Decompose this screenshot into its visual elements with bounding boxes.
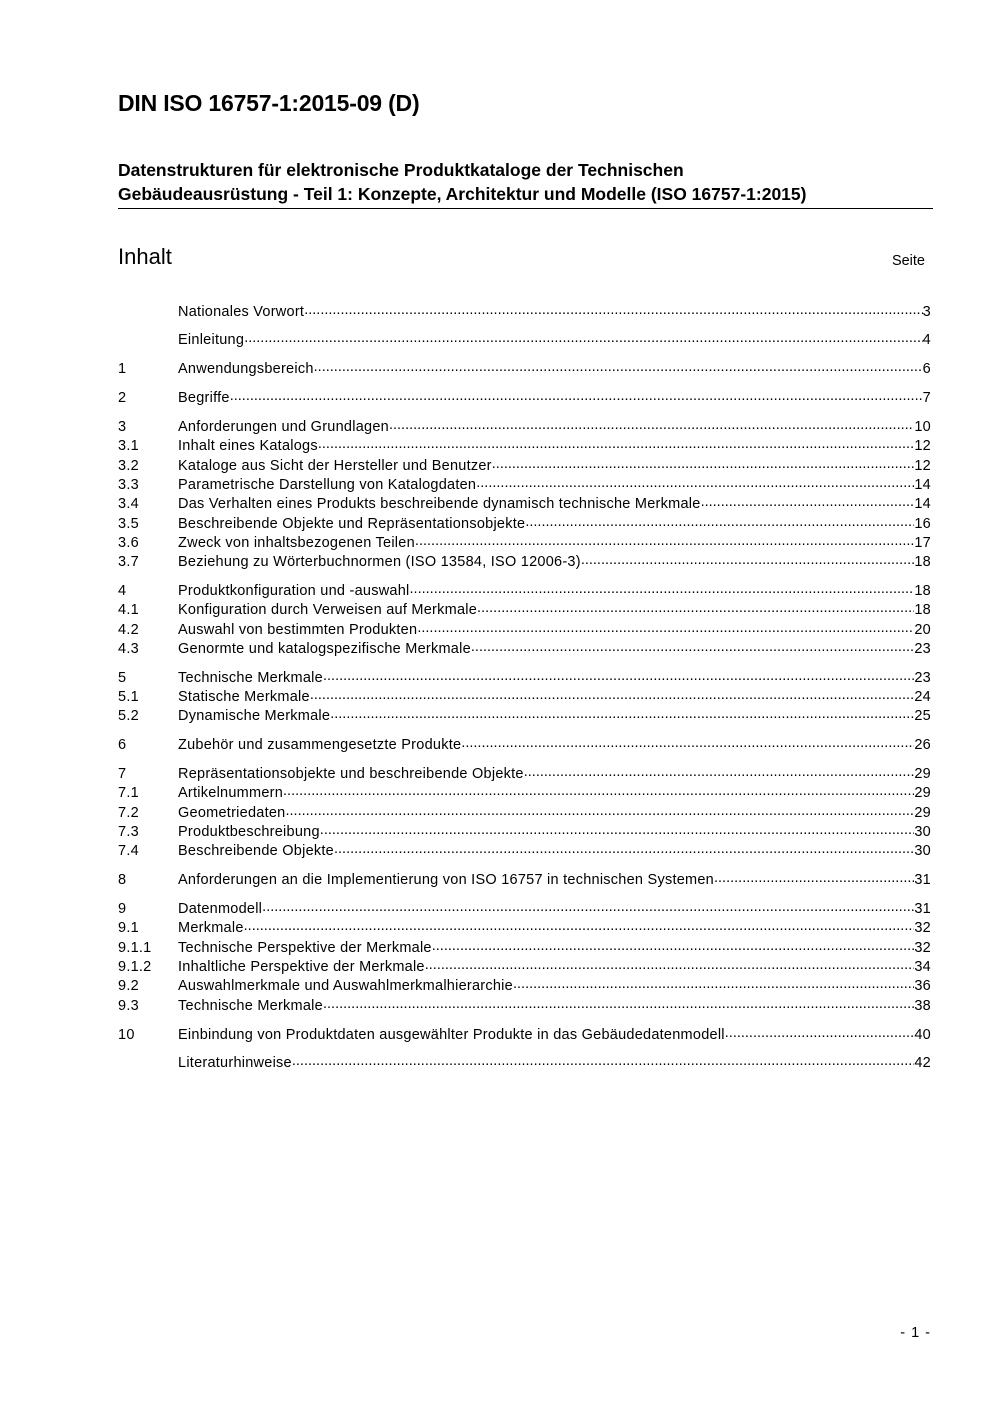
- toc-dot-leader: [410, 581, 915, 596]
- toc-entry-number: 7: [118, 766, 127, 783]
- toc-entry-number: 9.2: [118, 978, 139, 995]
- toc-entry-title: Anforderungen und Grundlagen: [178, 419, 389, 436]
- document-title-line-1: Datenstrukturen für elektronische Produktkataloge der Technischen: [118, 160, 684, 180]
- toc-entry-number: 3.3: [118, 476, 139, 493]
- toc-entry-title: Beziehung zu Wörterbuchnormen (ISO 13584, ISO 12006-3): [178, 554, 581, 571]
- toc-entry-title: Produktbeschreibung: [178, 824, 320, 841]
- toc-entry[interactable]: [118, 638, 931, 657]
- toc-entry-page: 14: [914, 476, 931, 493]
- toc-entry[interactable]: [118, 870, 931, 889]
- toc-entry-page: 38: [914, 997, 931, 1014]
- toc-dot-leader: [581, 552, 915, 567]
- toc-dot-leader: [714, 870, 914, 885]
- toc-entry-number: 5: [118, 669, 127, 686]
- toc-dot-leader: [524, 764, 915, 779]
- toc-entry-page: 4: [922, 332, 931, 349]
- toc-entry-page: 42: [914, 1055, 931, 1072]
- document-title-line-2: Gebäudeausrüstung - Teil 1: Konzepte, Architektur und Modelle (ISO 16757-1:2015): [118, 184, 807, 204]
- toc-entry[interactable]: [118, 783, 931, 802]
- toc-entry[interactable]: [118, 474, 931, 493]
- toc-entry-page: 29: [914, 804, 931, 821]
- toc-entry-page: 12: [914, 438, 931, 455]
- toc-dot-leader: [334, 841, 914, 856]
- toc-dot-leader: [492, 455, 915, 470]
- toc-entry-page: 18: [914, 602, 931, 619]
- toc-entry-page: 29: [914, 785, 931, 802]
- toc-entry-title: Auswahlmerkmale und Auswahlmerkmalhierarchie: [178, 978, 513, 995]
- toc-entry[interactable]: [118, 976, 931, 995]
- toc-dot-leader: [320, 822, 915, 837]
- toc-entry[interactable]: [118, 619, 931, 638]
- toc-entry-number: 7.2: [118, 804, 139, 821]
- toc-dot-leader: [525, 513, 914, 528]
- toc-entry-page: 31: [914, 901, 931, 918]
- toc-entry-title: Merkmale: [178, 920, 244, 937]
- toc-entry-title: Technische Perspektive der Merkmale: [178, 939, 432, 956]
- toc-entry[interactable]: [118, 764, 931, 783]
- toc-entry-number: 7.1: [118, 785, 139, 802]
- toc-entry-title: Artikelnummern: [178, 785, 284, 802]
- toc-entry-page: 26: [914, 737, 931, 754]
- toc-dot-leader: [461, 735, 914, 750]
- toc-dot-leader: [701, 494, 915, 509]
- toc-entry-number: 3: [118, 419, 127, 436]
- toc-entry-page: 30: [914, 824, 931, 841]
- document-title: [118, 158, 933, 209]
- toc-entry-title: Inhaltliche Perspektive der Merkmale: [178, 959, 425, 976]
- toc-entry-page: 25: [914, 708, 931, 725]
- toc-entry-number: 3.2: [118, 457, 139, 474]
- toc-entry[interactable]: [118, 494, 931, 513]
- toc-entry[interactable]: [118, 455, 931, 474]
- toc-entry-number: 6: [118, 737, 127, 754]
- toc-dot-leader: [285, 802, 914, 817]
- toc-entry-title: Einleitung: [178, 332, 245, 349]
- toc-entry[interactable]: [118, 436, 931, 455]
- toc-entry-title: Statische Merkmale: [178, 689, 310, 706]
- toc-entry[interactable]: [118, 687, 931, 706]
- toc-dot-leader: [292, 1053, 914, 1068]
- toc-entry-page: 24: [914, 689, 931, 706]
- toc-entry-number: 10: [118, 1026, 135, 1043]
- toc-entry[interactable]: [118, 937, 931, 956]
- toc-entry-page: 3: [922, 303, 931, 320]
- toc-entry-number: 3.5: [118, 515, 139, 532]
- toc-dot-leader: [310, 687, 915, 702]
- toc-entry[interactable]: [118, 957, 931, 976]
- toc-entry[interactable]: [118, 1053, 931, 1072]
- toc-entry-page: 16: [914, 515, 931, 532]
- toc-dot-leader: [244, 330, 922, 345]
- toc-entry-title: Zubehör und zusammengesetzte Produkte: [178, 737, 462, 754]
- toc-entry-title: Produktkonfiguration und -auswahl: [178, 583, 410, 600]
- toc-dot-leader: [432, 937, 915, 952]
- toc-entry[interactable]: [118, 513, 931, 532]
- toc-entry[interactable]: [118, 802, 931, 821]
- toc-entry-page: 18: [914, 554, 931, 571]
- toc-entry-title: Datenmodell: [178, 901, 263, 918]
- toc-entry-title: Das Verhalten eines Produkts beschreibende dynamisch technische Merkmale: [178, 496, 701, 513]
- toc-entry[interactable]: [118, 995, 931, 1014]
- toc-entry-title: Parametrische Darstellung von Katalogdaten: [178, 476, 477, 493]
- toc-dot-leader: [425, 957, 915, 972]
- toc-entry-page: 29: [914, 766, 931, 783]
- toc-entry-page: 23: [914, 669, 931, 686]
- toc-entry-number: 5.1: [118, 689, 139, 706]
- toc-dot-leader: [415, 532, 914, 547]
- toc-entry-page: 40: [914, 1026, 931, 1043]
- toc-entry-page: 17: [914, 534, 931, 551]
- toc-entry-number: 3.1: [118, 438, 139, 455]
- toc-entry-title: Beschreibende Objekte und Repräsentationsobjekte: [178, 515, 526, 532]
- toc-dot-leader: [417, 619, 914, 634]
- toc-entry-page: 6: [922, 361, 931, 378]
- toc-entry-page: 34: [914, 959, 931, 976]
- toc-entry[interactable]: [118, 706, 931, 725]
- toc-entry[interactable]: [118, 330, 931, 349]
- toc-dot-leader: [244, 918, 915, 933]
- toc-entry-number: 5.2: [118, 708, 139, 725]
- toc-entry-title: Anforderungen an die Implementierung von ISO 16757 in technischen Systemen: [178, 872, 714, 889]
- toc-entry-number: 4.2: [118, 621, 139, 638]
- toc-entry-number: 1: [118, 361, 127, 378]
- page-number: - 1 -: [900, 1325, 931, 1341]
- toc-entry[interactable]: [118, 581, 931, 600]
- toc-entry-page: 32: [914, 920, 931, 937]
- toc-entry-title: Inhalt eines Katalogs: [178, 438, 318, 455]
- toc-dot-leader: [477, 600, 914, 615]
- toc-dot-leader: [304, 301, 922, 316]
- toc-dot-leader: [389, 417, 914, 432]
- toc-dot-leader: [323, 995, 914, 1010]
- toc-entry-page: 23: [914, 640, 931, 657]
- toc-entry-number: 2: [118, 390, 127, 407]
- toc-page-column-label: Seite: [891, 253, 925, 269]
- toc-entry-number: 9.3: [118, 997, 139, 1014]
- toc-entry-title: Auswahl von bestimmten Produkten: [178, 621, 418, 638]
- toc-entry-number: 9.1.1: [118, 939, 152, 956]
- toc-entry-number: 3.6: [118, 534, 139, 551]
- toc-entry-number: 7.3: [118, 824, 139, 841]
- toc-entry-page: 18: [914, 583, 931, 600]
- toc-entry-page: 20: [914, 621, 931, 638]
- toc-entry-title: Begriffe: [178, 390, 230, 407]
- toc-entry[interactable]: [118, 301, 931, 320]
- toc-entry[interactable]: [118, 552, 931, 571]
- toc-entry-number: 9: [118, 901, 127, 918]
- toc-entry-page: 36: [914, 978, 931, 995]
- toc-entry-page: 14: [914, 496, 931, 513]
- toc-dot-leader: [318, 436, 914, 451]
- toc-entry-title: Anwendungsbereich: [178, 361, 314, 378]
- toc-entry-number: 3.7: [118, 554, 139, 571]
- toc-entry-title: Nationales Vorwort: [178, 303, 305, 320]
- toc-entry[interactable]: [118, 918, 931, 937]
- toc-entry-page: 31: [914, 872, 931, 889]
- toc-dot-leader: [513, 976, 914, 991]
- toc-entry-title: Konfiguration durch Verweisen auf Merkmale: [178, 602, 478, 619]
- toc-entry-title: Beschreibende Objekte: [178, 843, 334, 860]
- toc-entry-page: 7: [922, 390, 931, 407]
- toc-dot-leader: [476, 474, 914, 489]
- toc-entry-number: 4.3: [118, 640, 139, 657]
- toc-entry[interactable]: [118, 899, 931, 918]
- toc-dot-leader: [230, 388, 923, 403]
- toc-entry-title: Technische Merkmale: [178, 997, 323, 1014]
- toc-entry-page: 32: [914, 939, 931, 956]
- toc-entry-title: Dynamische Merkmale: [178, 708, 331, 725]
- toc-entry-number: 7.4: [118, 843, 139, 860]
- toc-entry-title: Genormte und katalogspezifische Merkmale: [178, 640, 471, 657]
- toc-dot-leader: [725, 1024, 915, 1039]
- toc-dot-leader: [262, 899, 914, 914]
- toc-entry-number: 9.1: [118, 920, 139, 937]
- toc-entry[interactable]: [118, 532, 931, 551]
- toc-dot-leader: [330, 706, 914, 721]
- table-of-contents: [118, 301, 931, 1072]
- document-id: DIN ISO 16757-1:2015-09 (D): [118, 90, 420, 116]
- toc-entry-number: 3.4: [118, 496, 139, 513]
- toc-entry[interactable]: [118, 667, 931, 686]
- toc-entry[interactable]: [118, 600, 931, 619]
- toc-entry[interactable]: [118, 1024, 931, 1043]
- toc-entry-title: Zweck von inhaltsbezogenen Teilen: [178, 534, 415, 551]
- toc-entry-number: 8: [118, 872, 127, 889]
- toc-entry-title: Geometriedaten: [178, 804, 286, 821]
- toc-entry-title: Repräsentationsobjekte und beschreibende Objekte: [178, 766, 524, 783]
- toc-entry-title: Einbindung von Produktdaten ausgewählter Produkte in das Gebäudedatenmodell: [178, 1026, 725, 1043]
- toc-entry[interactable]: [118, 841, 931, 860]
- toc-entry-title: Literaturhinweise: [178, 1055, 292, 1072]
- toc-entry-number: 9.1.2: [118, 959, 152, 976]
- toc-dot-leader: [471, 638, 914, 653]
- toc-dot-leader: [323, 667, 914, 682]
- toc-entry-title: Kataloge aus Sicht der Hersteller und Benutzer: [178, 457, 492, 474]
- toc-entry-page: 10: [914, 419, 931, 436]
- toc-entry[interactable]: [118, 822, 931, 841]
- toc-entry[interactable]: [118, 359, 931, 378]
- toc-entry-number: 4: [118, 583, 127, 600]
- toc-entry-page: 30: [914, 843, 931, 860]
- toc-heading: Inhalt: [118, 244, 172, 269]
- toc-dot-leader: [283, 783, 914, 798]
- toc-dot-leader: [314, 359, 923, 374]
- toc-entry-number: 4.1: [118, 602, 139, 619]
- toc-entry-title: Technische Merkmale: [178, 669, 323, 686]
- toc-entry[interactable]: [118, 417, 931, 436]
- toc-entry[interactable]: [118, 388, 931, 407]
- toc-entry[interactable]: [118, 735, 931, 754]
- toc-entry-page: 12: [914, 457, 931, 474]
